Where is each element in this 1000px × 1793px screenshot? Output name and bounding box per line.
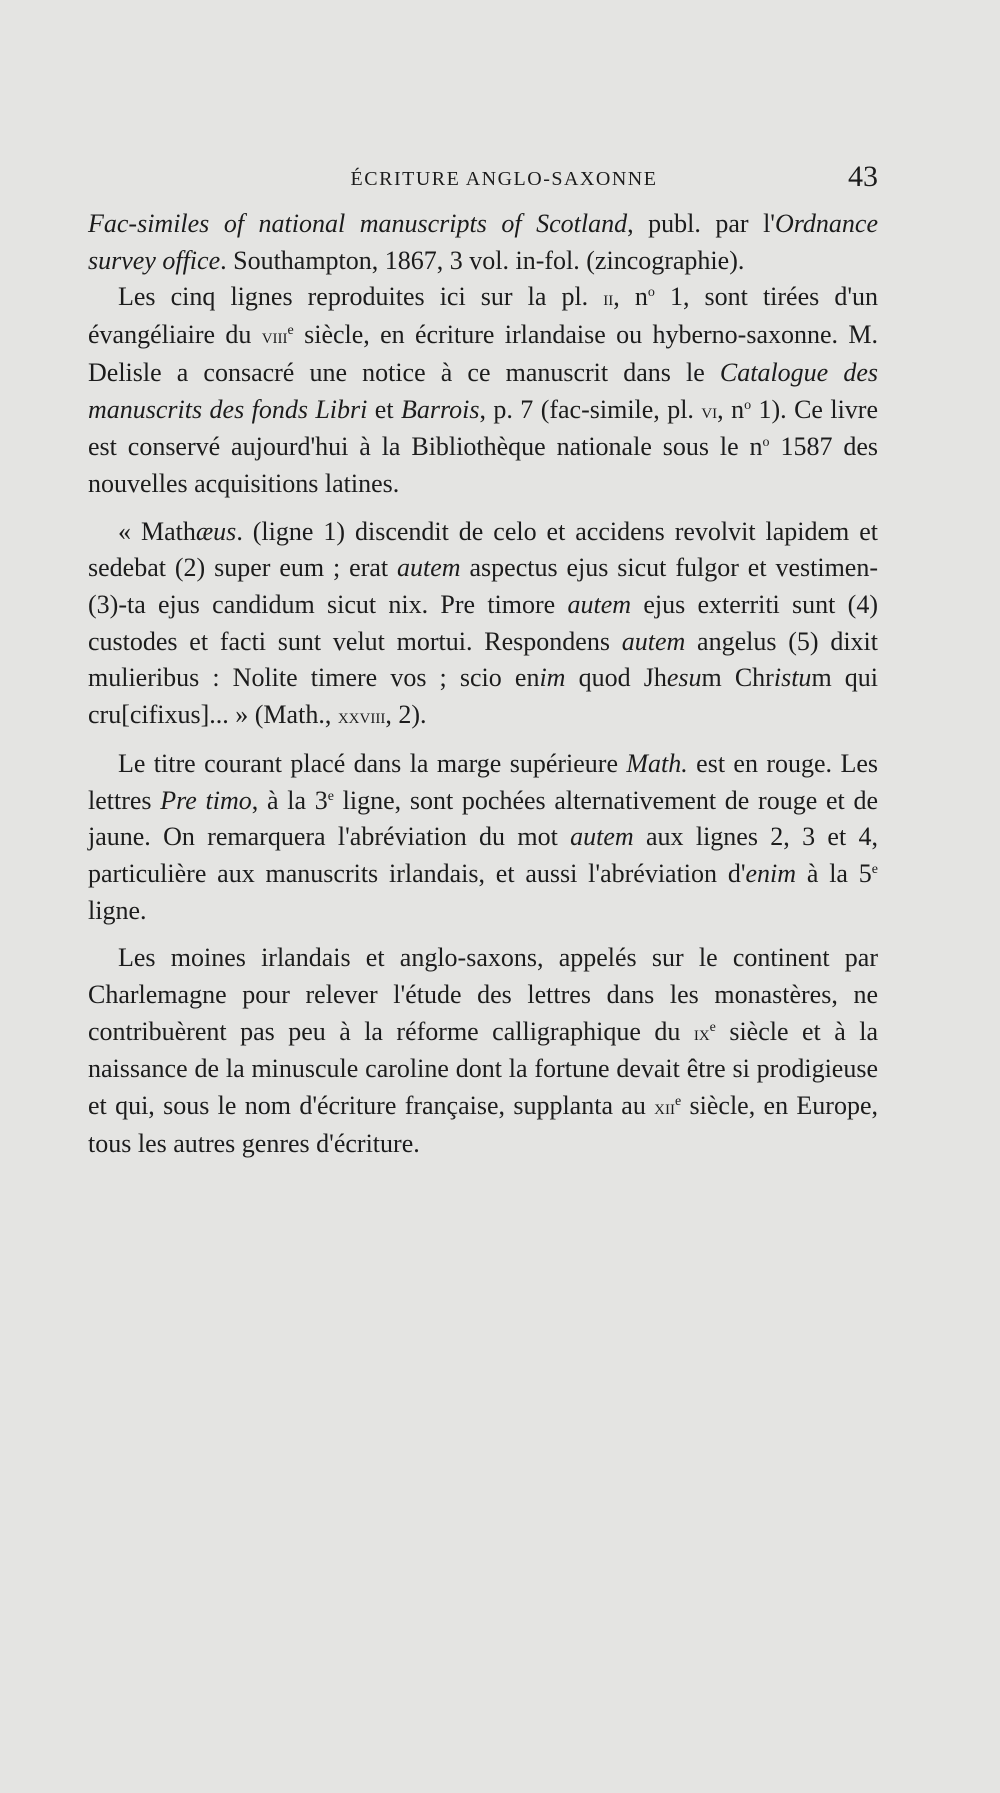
text-run: siècle, en écriture irlandaise ou hyberno-saxonne. M. Delisle a consacré une notice à ce manuscrit dans le bbox=[88, 320, 878, 387]
page-number: 43 bbox=[848, 160, 878, 193]
text-run: . (ligne 1) discendit de celo et accidens revolvit lapidem et sedebat (2) super eum ; erat bbox=[88, 516, 878, 583]
text-run: , publ. par l' bbox=[627, 209, 775, 238]
italic-text: autem bbox=[567, 590, 632, 620]
text-run: et bbox=[367, 394, 401, 424]
roman-numeral: xxviii bbox=[337, 703, 386, 729]
roman-numeral: ii bbox=[603, 285, 614, 311]
superscript: e bbox=[871, 861, 878, 877]
text-run: m qui cru[cifixus]... » (Math., bbox=[88, 663, 879, 730]
text-run: Les moines irlandais et anglo-saxons, appelés sur le continent par Charlemagne pour relever l'étude des lettres dans les monastères, ne contribuèrent pas peu à la réforme calligraphique du bbox=[88, 943, 878, 1046]
roman-numeral: viii bbox=[261, 323, 288, 349]
text-run: 1). Ce livre est conservé aujourd'hui à la Bibliothèque nationale sous le n bbox=[88, 394, 879, 462]
text-run: , n bbox=[717, 394, 745, 424]
running-title: ÉCRITURE ANGLO-SAXONNE bbox=[350, 168, 658, 190]
italic-text: enim bbox=[745, 858, 797, 888]
paragraph-transcription bbox=[88, 514, 878, 735]
text-run: 1587 des nouvelles acquisitions latines. bbox=[88, 432, 878, 498]
page-header bbox=[88, 160, 878, 200]
text-run: à la 5 bbox=[796, 858, 872, 888]
text-run: Les cinq lignes reproduites ici sur la pl. bbox=[118, 282, 604, 312]
italic-text: autem bbox=[621, 626, 686, 656]
italic-text: Pre timo bbox=[160, 785, 252, 815]
paragraph-description bbox=[88, 279, 878, 502]
superscript: o bbox=[744, 397, 752, 413]
italic-text: im bbox=[539, 663, 566, 693]
italic-text: istu bbox=[773, 663, 812, 693]
text-run: est en rouge. Les lettres bbox=[88, 748, 878, 815]
italic-text: æus bbox=[195, 516, 237, 546]
italic-text: Barrois bbox=[400, 394, 480, 424]
text-run: ligne, sont pochées alternativement de rouge et de jaune. On remarquera l'abréviation du mot bbox=[88, 785, 878, 852]
superscript: o bbox=[762, 435, 770, 451]
text-run: , n bbox=[613, 282, 648, 312]
text-run: ejus exterriti sunt (4) custodes et facti sunt velut mortui. Respondens bbox=[88, 590, 878, 656]
text-run: quod Jh bbox=[565, 663, 667, 693]
superscript: e bbox=[709, 1019, 716, 1035]
page-body bbox=[88, 206, 878, 1163]
text-run: angelus (5) dixit mulieribus : Nolite timere vos ; scio en bbox=[88, 626, 878, 693]
superscript: o bbox=[647, 285, 655, 301]
bibliography-entry bbox=[88, 206, 878, 279]
text-run: aspectus ejus sicut fulgor et vestimen-(3)-ta ejus candidum sicut nix. Pre timore bbox=[88, 553, 878, 620]
superscript: e bbox=[675, 1094, 682, 1110]
superscript: e bbox=[287, 323, 294, 339]
italic-text: Catalogue des manuscrits des fonds Libri bbox=[88, 357, 878, 424]
text-run: ligne. bbox=[88, 895, 147, 925]
roman-numeral: xii bbox=[654, 1094, 675, 1120]
italic-text: Fac-similes of national manuscripts of Scotland bbox=[88, 209, 628, 238]
text-run: siècle et à la naissance de la minuscule caroline dont la fortune devait être si prodigieuse et qui, sous le nom d'écriture française, supplanta au bbox=[88, 1016, 878, 1121]
text-run: 1, sont tirées d'un évangéliaire du bbox=[88, 282, 879, 350]
text-run: , 2). bbox=[385, 700, 427, 730]
roman-numeral: ix bbox=[693, 1019, 710, 1045]
paragraph-history bbox=[88, 940, 878, 1162]
roman-numeral: vi bbox=[701, 397, 718, 423]
italic-text: autem bbox=[397, 553, 461, 583]
superscript: e bbox=[327, 788, 334, 804]
text-run: , p. 7 (fac-simile, pl. bbox=[479, 394, 702, 424]
text-run: , à la 3 bbox=[251, 785, 328, 815]
italic-text: Ordnance survey office bbox=[88, 209, 878, 275]
text-run: . Southampton, 1867, 3 vol. in-fol. (zincographie). bbox=[220, 245, 745, 275]
text-run: siècle, en Europe, tous les autres genres d'écriture. bbox=[88, 1091, 878, 1158]
paragraph-notes bbox=[88, 746, 878, 930]
text-run: aux lignes 2, 3 et 4, particulière aux manuscrits irlandais, et aussi l'abréviation d' bbox=[88, 822, 878, 888]
text-run: Le titre courant placé dans la marge supérieure bbox=[118, 748, 627, 778]
text-run: m Chr bbox=[701, 663, 774, 693]
text-run: « Math bbox=[118, 516, 196, 546]
italic-text: Math. bbox=[626, 748, 688, 778]
italic-text: esu bbox=[666, 663, 702, 693]
italic-text: autem bbox=[570, 822, 634, 852]
